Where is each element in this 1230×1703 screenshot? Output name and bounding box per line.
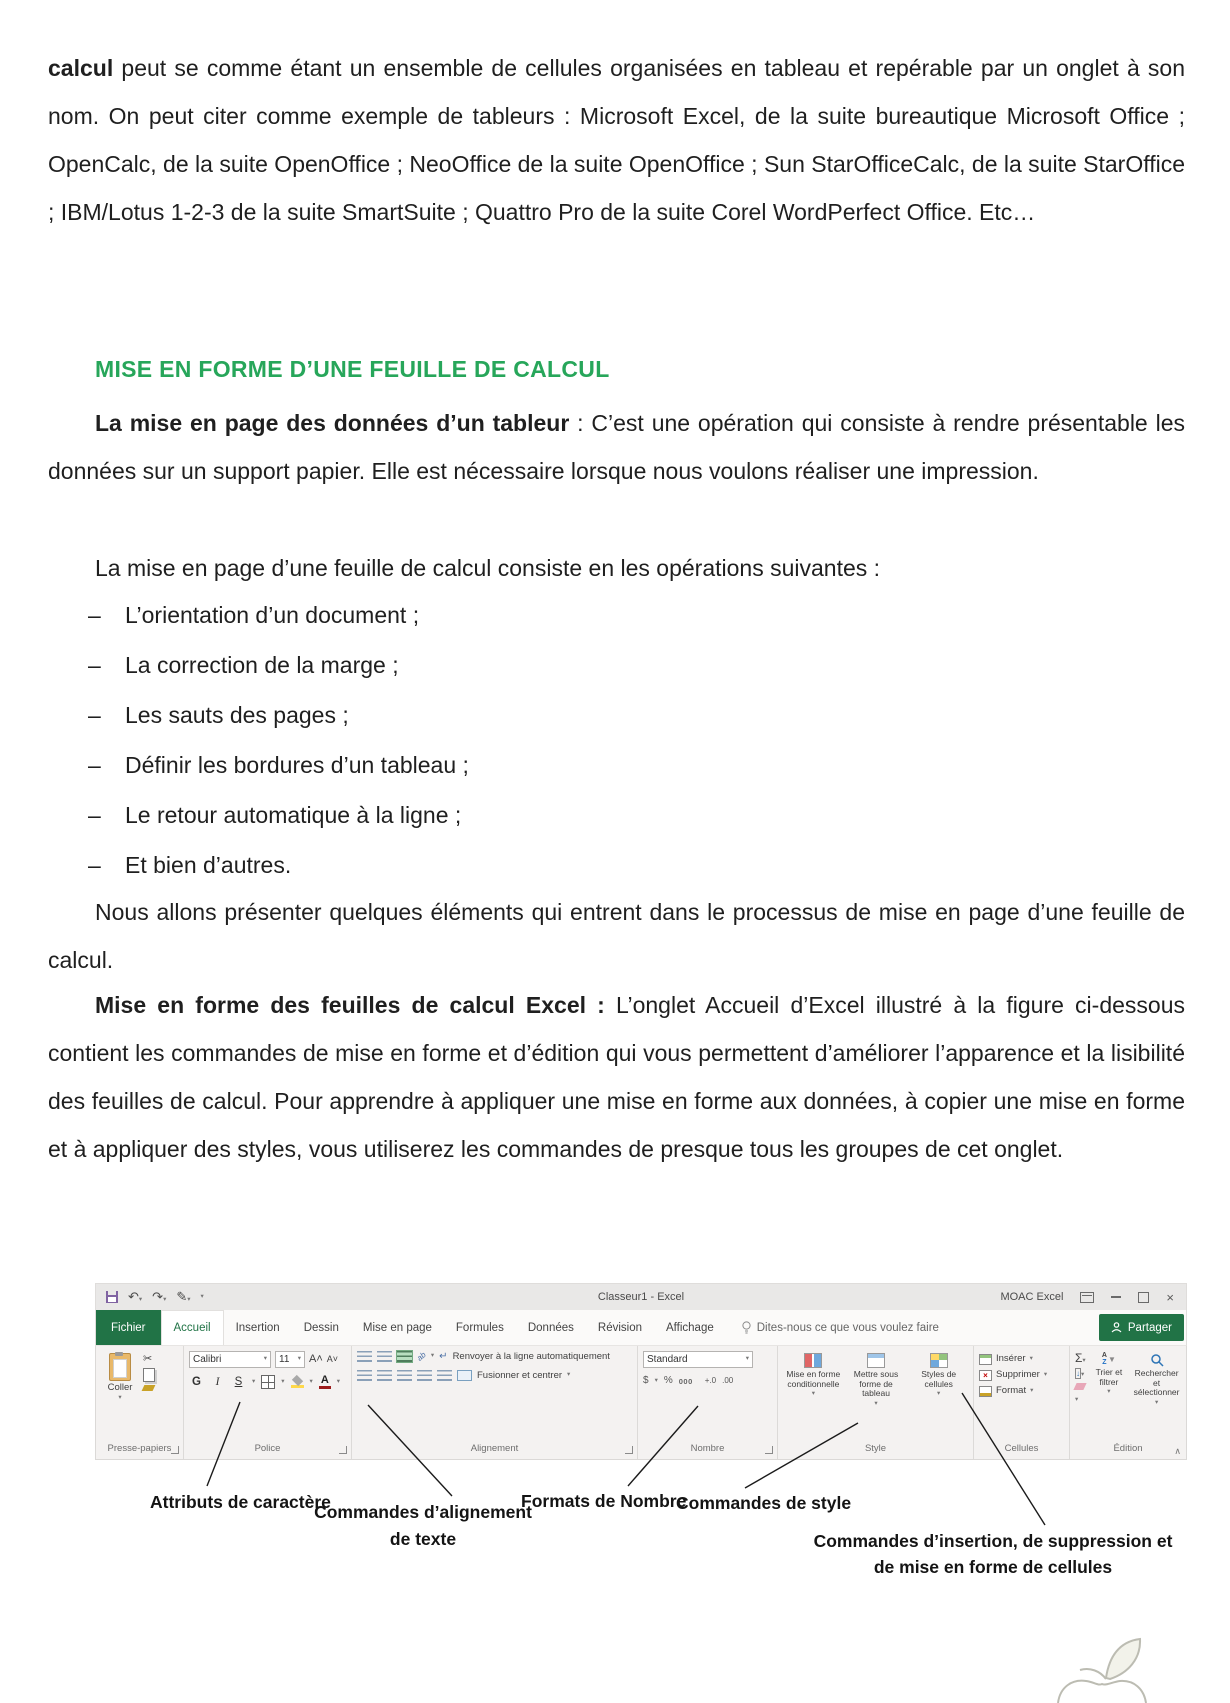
- delete-cells-icon: ×: [979, 1370, 992, 1381]
- redo-icon[interactable]: ↷▾: [152, 1289, 167, 1305]
- inking-icon[interactable]: ✎▾: [176, 1289, 191, 1305]
- apple-watermark: [1040, 1637, 1210, 1703]
- group-label-text: Style: [864, 1443, 887, 1454]
- bold-term: calcul: [48, 55, 114, 81]
- grow-font-icon[interactable]: A˄: [309, 1353, 323, 1365]
- format-as-table-label: Mettre sous forme de tableau: [853, 1369, 899, 1398]
- paragraph-excel: [48, 981, 1185, 1173]
- callout-line-style: [745, 1423, 858, 1488]
- format-button[interactable]: Format ▾: [979, 1383, 1065, 1399]
- font-size-combo[interactable]: 11 ▾: [275, 1351, 305, 1368]
- sort-filter-label: Trier et filtrer: [1095, 1367, 1123, 1387]
- list-item: [48, 741, 1185, 791]
- paragraph-excel-text: L’onglet Accueil d’Excel illustré à la figure ci-dessous contient les commandes de mise en forme et d’édition qui vous permettent d’améliorer l’apparence et la lisibilité des feuilles de calcul. Pour apprendre à appliquer une mise en forme aux données, à copier une mise en forme et à appliquer des styles, vous utiliserez les commandes de presque tous les groupes de cet onglet.: [48, 992, 1185, 1162]
- paste-label: Coller: [107, 1382, 133, 1393]
- tab-mise-en-page[interactable]: Mise en page: [362, 1321, 432, 1334]
- number-format-value: Standard: [647, 1354, 688, 1365]
- group-label-text: Édition: [1113, 1443, 1143, 1454]
- tab-dessin[interactable]: Dessin: [303, 1321, 339, 1334]
- tab-donnees[interactable]: Données: [527, 1321, 574, 1334]
- group-font-body: Calibri ▾ 11 ▾ A˄ A˅ G I S ▾ ▾ ▾ A ▾: [184, 1346, 351, 1442]
- tab-fichier[interactable]: Fichier: [96, 1310, 161, 1345]
- cell-styles-button[interactable]: Styles de cellules ▾: [908, 1351, 969, 1398]
- sort-filter-icon: A Z ▼: [1101, 1352, 1116, 1366]
- font-size-value: 11: [279, 1354, 290, 1365]
- tell-me-label: Dites-nous ce que vous voulez faire: [756, 1321, 939, 1334]
- tab-formules[interactable]: Formules: [455, 1321, 504, 1334]
- shrink-font-icon[interactable]: A˅: [326, 1354, 339, 1364]
- percent-icon[interactable]: %: [663, 1375, 673, 1386]
- group-label-text: Police: [254, 1443, 281, 1454]
- callout-line-char-attrs: [207, 1402, 240, 1486]
- clear-button[interactable]: ▾: [1075, 1382, 1087, 1404]
- paragraph-mise-en-page-text: : C’est une opération qui consiste à rendre présentable les données sur un support papier. Elle est nécessaire lorsque nous voulons réaliser une impression.: [48, 410, 1185, 484]
- tab-insertion[interactable]: Insertion: [235, 1321, 280, 1334]
- list-item: [48, 591, 1185, 641]
- merge-center-label[interactable]: Fusionner et centrer: [477, 1369, 563, 1381]
- dash-marker: –: [88, 802, 101, 828]
- conditional-formatting-label: Mise en forme conditionnelle: [786, 1369, 841, 1389]
- tab-accueil[interactable]: Accueil: [161, 1310, 224, 1345]
- save-icon[interactable]: [106, 1291, 118, 1303]
- group-alignment-body: ab ▾ ↵ Renvoyer à la ligne automatiquement Fusionner et centrer ▾: [352, 1346, 637, 1442]
- fill-button[interactable]: ↓▾: [1076, 1369, 1085, 1378]
- insert-button[interactable]: Insérer ▾: [979, 1351, 1065, 1367]
- dash-marker: –: [88, 852, 101, 878]
- cell-styles-label: Styles de cellules: [921, 1369, 957, 1389]
- conditional-formatting-button[interactable]: Mise en forme conditionnelle ▾: [783, 1351, 844, 1398]
- bold-lead-excel: Mise en forme des feuilles de calcul Excel :: [95, 992, 605, 1018]
- dash-marker: –: [88, 652, 101, 678]
- paste-dropdown-icon[interactable]: ▾: [118, 1394, 122, 1401]
- list-item: [48, 791, 1185, 841]
- operations-list: [48, 591, 1185, 891]
- delete-label: Supprimer: [996, 1369, 1040, 1380]
- list-item: [48, 691, 1185, 741]
- currency-icon[interactable]: $: [643, 1375, 649, 1386]
- find-select-label: Rechercher et sélectionner: [1133, 1368, 1180, 1397]
- bold-button[interactable]: G: [192, 1376, 201, 1388]
- annotation-style-commands: Commandes de style: [676, 1493, 852, 1513]
- orientation-icon[interactable]: ab: [415, 1350, 428, 1363]
- restore-icon[interactable]: [1138, 1292, 1149, 1303]
- minimize-icon[interactable]: [1111, 1296, 1121, 1298]
- paragraph-mise-en-page: [48, 399, 1185, 495]
- list-item-text: Les sauts des pages ;: [125, 702, 349, 728]
- annotation-char-attributes: Attributs de caractère: [150, 1492, 331, 1512]
- autosum-icon: Σ: [1075, 1351, 1083, 1365]
- list-item-text: L’orientation d’un document ;: [125, 602, 420, 628]
- callout-line-cells: [962, 1393, 1045, 1525]
- tab-revision[interactable]: Révision: [597, 1321, 642, 1334]
- group-label-text: Presse-papiers: [107, 1443, 172, 1454]
- font-color-icon[interactable]: A: [319, 1375, 331, 1389]
- list-item-text: La correction de la marge ;: [125, 652, 399, 678]
- paragraph-presentation: Nous allons présenter quelques éléments qui entrent dans le processus de mise en page d’une feuille de calcul.: [48, 899, 1185, 973]
- dash-marker: –: [88, 702, 101, 728]
- undo-icon[interactable]: ↶▾: [128, 1289, 143, 1305]
- group-label-text: Nombre: [690, 1443, 725, 1454]
- callout-line-number: [628, 1406, 698, 1486]
- list-item: [48, 641, 1185, 691]
- font-name-value: Calibri: [193, 1354, 222, 1365]
- delete-button[interactable]: × Supprimer ▾: [979, 1367, 1065, 1383]
- wrap-text-icon[interactable]: ↵: [439, 1350, 448, 1362]
- number-format-combo[interactable]: Standard ▾: [643, 1351, 753, 1368]
- group-label-text: Alignement: [470, 1443, 519, 1454]
- font-name-combo[interactable]: Calibri ▾: [189, 1351, 271, 1368]
- group-number-body: Standard ▾ $ ▾ % 000 +.0 .00: [638, 1346, 777, 1442]
- dash-marker: –: [88, 602, 101, 628]
- bold-lead: La mise en page des données d’un tableur: [95, 410, 570, 436]
- paragraph-operations-intro: La mise en page d’une feuille de calcul consiste en les opérations suivantes :: [95, 555, 881, 581]
- window-controls: [1000, 1291, 1186, 1304]
- annotation-number-formats: Formats de Nombre: [521, 1491, 687, 1511]
- annotation-align-commands: Commandes d’alignement de texte: [314, 1502, 532, 1549]
- account-name: MOAC Excel: [1000, 1291, 1064, 1303]
- increase-decimal-icon[interactable]: +.0: [704, 1376, 717, 1385]
- find-select-button[interactable]: Rechercher et sélectionner ▾: [1131, 1351, 1182, 1406]
- section-heading: MISE EN FORME D’UNE FEUILLE DE CALCUL: [95, 356, 610, 382]
- list-item-text: Définir les bordures d’un tableau ;: [125, 752, 469, 778]
- ribbon-display-options-icon[interactable]: [1080, 1292, 1094, 1303]
- share-label: Partager: [1127, 1321, 1172, 1334]
- autosum-button[interactable]: Σ▾: [1075, 1351, 1086, 1365]
- close-icon[interactable]: ×: [1166, 1289, 1174, 1305]
- paragraph-intro-text: peut se comme étant un ensemble de cellules organisées en tableau et repérable par un onglet à son nom. On peut citer comme exemple de tableurs : Microsoft Excel, de la suite bureautique Microsoft Office ; OpenCalc, de la suite OpenOffice ; NeoOffice de la suite OpenOffice ; Sun StarOfficeCalc, de la suite StarOffice ; IBM/Lotus 1-2-3 de la suite SmartSuite ; Quattro Pro de la suite Corel WordPerfect Office. Etc…: [48, 55, 1185, 225]
- quick-access-toolbar: [96, 1290, 204, 1304]
- sort-filter-button[interactable]: A Z ▼ Trier et filtrer ▾: [1090, 1351, 1129, 1396]
- cut-icon[interactable]: ✂: [143, 1353, 153, 1365]
- thousands-separator-icon[interactable]: 000: [678, 1376, 693, 1386]
- callout-line-align: [368, 1405, 452, 1496]
- customize-qat-icon[interactable]: ▾: [200, 1292, 204, 1300]
- paragraph-intro: [48, 44, 1185, 236]
- list-item-text: Et bien d’autres.: [125, 852, 292, 878]
- wrap-text-label[interactable]: Renvoyer à la ligne automatiquement: [452, 1350, 610, 1362]
- insert-label: Insérer: [996, 1353, 1026, 1364]
- format-as-table-button[interactable]: Mettre sous forme de tableau ▾: [846, 1351, 907, 1407]
- group-label-text: Cellules: [1004, 1443, 1039, 1454]
- tab-affichage[interactable]: Affichage: [666, 1321, 714, 1334]
- decrease-decimal-icon[interactable]: .00: [722, 1376, 734, 1385]
- fill-down-icon: ↓: [1076, 1369, 1080, 1378]
- format-label: Format: [996, 1385, 1027, 1396]
- annotation-cell-commands: Commandes d’insertion, de suppression et de mise en forme de cellules: [813, 1531, 1173, 1577]
- underline-button[interactable]: S: [234, 1376, 243, 1388]
- collapse-ribbon-icon[interactable]: ∧: [1174, 1446, 1181, 1456]
- list-item: [48, 841, 1185, 891]
- dash-marker: –: [88, 752, 101, 778]
- window-title: Classeur1 - Excel: [597, 1291, 685, 1303]
- list-item-text: Le retour automatique à la ligne ;: [125, 802, 462, 828]
- italic-button[interactable]: I: [215, 1376, 220, 1388]
